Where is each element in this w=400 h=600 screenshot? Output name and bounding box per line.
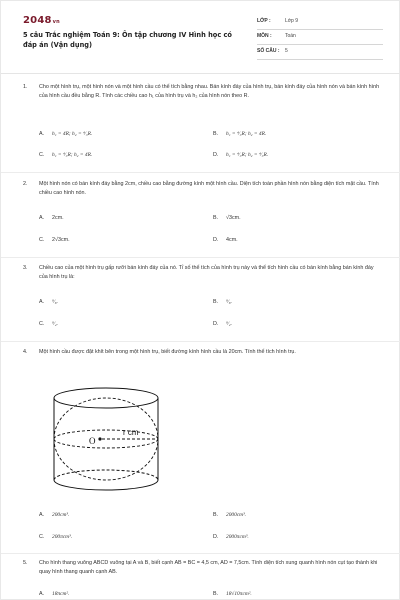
meta-key: SỐ CÂU : (257, 48, 280, 54)
option-a[interactable]: A. 200cm³. (39, 512, 70, 518)
document-meta (257, 15, 383, 60)
option-a[interactable]: A. 18πcm². (39, 591, 70, 597)
meta-key: MÔN : (257, 33, 272, 39)
option-c[interactable]: C. h₁ = ⁴⁄₃R; h₂ = 4R. (39, 152, 93, 158)
meta-value: Toán (285, 33, 296, 39)
question-separator (1, 257, 400, 258)
option-c[interactable]: C. ⁹⁄₄. (39, 321, 58, 327)
meta-key: LỚP : (257, 18, 271, 24)
option-d[interactable]: D. h₁ = ⁴⁄₃R; h₂ = ⁴⁄₃R. (213, 152, 269, 158)
option-b[interactable]: B. 2000cm³. (213, 512, 247, 518)
question-number: 1. (23, 84, 28, 90)
option-b[interactable]: B. 18√10πcm². (213, 591, 252, 597)
meta-row-class (257, 15, 383, 30)
question-stem: Cho một hình trụ, một hình nón và một hình cầu có thể tích bằng nhau. Bán kính đáy của hình trụ, bán kính đáy của hình nón và bán kính hình của hình cầu đều bằng R. Tính các chiều cao h₁ của hình trụ và h₂ của hình nón theo R. (39, 84, 380, 100)
question-stem: Một hình cầu được đặt khít bên trong một hình trụ, biết đường kính hình cầu là 20cm. Tính thể tích hình trụ. (39, 349, 296, 355)
question-separator (1, 341, 400, 342)
question-number: 5. (23, 560, 28, 566)
document-header (1, 1, 400, 69)
option-a[interactable]: A. 2cm. (39, 215, 64, 221)
option-d[interactable]: D. ⁹⁄₂. (213, 321, 232, 327)
question-separator (1, 553, 400, 554)
meta-value: 5 (285, 48, 288, 54)
page-title: 5 câu Trắc nghiệm Toán 9: Ôn tập chương IV Hình học có đáp án (Vận dụng) (23, 31, 232, 49)
question-number: 2. (23, 181, 28, 187)
question-stem: Một hình nón có bán kính đáy bằng 2cm, chiều cao bằng đường kính một hình cầu. Diện tích toàn phần hình nón bằng diện tích mặt cầu. Tính chiều cao hình nón. (39, 181, 379, 197)
radius-label: r cm (123, 428, 139, 437)
option-a[interactable]: A. ⁹⁄₈. (39, 299, 58, 305)
question-stem: Chiều cao của một hình trụ gấp rưỡi bán kính đáy của nó. Tỉ số thể tích của hình trụ này và thể tích hình cầu có bán kính bằng bán kính đáy của hình trụ là: (39, 265, 374, 281)
meta-row-count (257, 45, 383, 60)
option-c[interactable]: C. 2√3cm. (39, 237, 70, 243)
option-b[interactable]: B. h₁ = ⁴⁄₃R; h₂ = 4R. (213, 131, 267, 137)
question-number: 4. (23, 349, 28, 355)
option-b[interactable]: B. √3cm. (213, 215, 241, 221)
sphere-shape (54, 398, 158, 480)
center-label: O (89, 436, 96, 446)
cylinder-sphere-figure (41, 382, 171, 498)
option-c[interactable]: C. 200πcm³. (39, 534, 73, 540)
meta-row-subject (257, 30, 383, 45)
option-d[interactable]: D. 2000πcm³. (213, 534, 249, 540)
site-logo[interactable]: 2048vn (23, 15, 60, 26)
option-d[interactable]: D. 4cm. (213, 237, 238, 243)
option-a[interactable]: A. h₁ = 4R; h₂ = ⁴⁄₃R. (39, 131, 93, 137)
header-divider (1, 73, 400, 74)
question-separator (1, 172, 400, 173)
center-point (98, 437, 101, 440)
meta-value: Lớp 9 (285, 18, 299, 24)
question-number: 3. (23, 265, 28, 271)
option-b[interactable]: B. ⁹⁄₈. (213, 299, 232, 305)
question-stem: Cho hình thang vuông ABCD vuông tại A và B, biết cạnh AB = BC = 4,5 cm, AD = 7,5cm. Tính diện tích xung quanh hình nón cụt tạo thành khi quay hình thang quanh cạnh AB. (39, 560, 378, 576)
